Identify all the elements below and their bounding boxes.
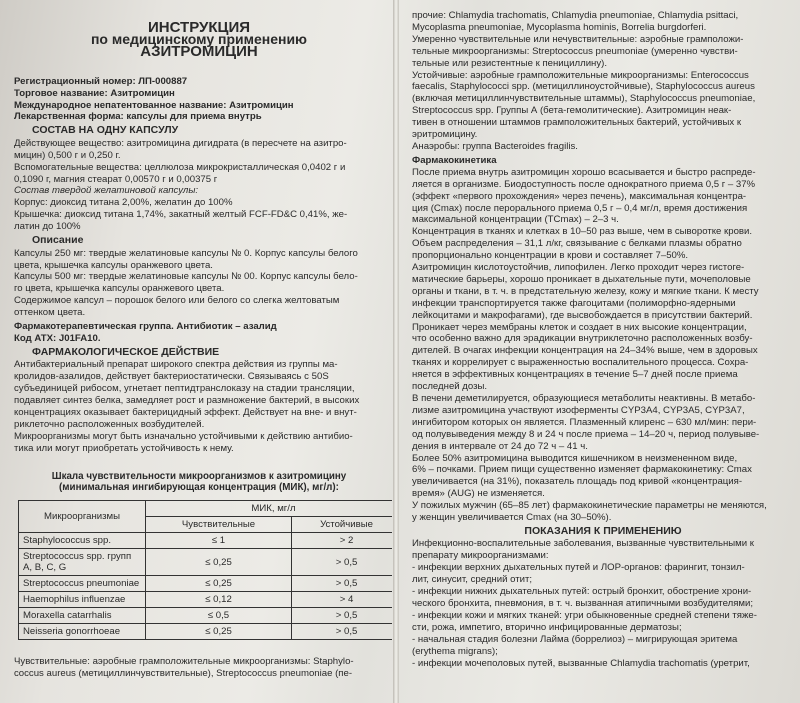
inn: Международное непатентованное название: Азитромицин <box>14 99 294 111</box>
description-line: оттенком цвета. <box>14 307 86 319</box>
pk-line: Азитромицин кислотоустойчив, липофилен. Легко проходит через гистоге- <box>412 262 745 274</box>
reg-number: Регистрационный номер: ЛП-000887 <box>14 75 188 87</box>
trade-name: Торговое название: Азитромицин <box>14 87 175 99</box>
composition-line: Действующее вещество: азитромицина дигидрата (в пересчете на азитро- <box>14 137 347 149</box>
organisms-line: тельные или резистентные к пенициллину). <box>412 57 608 69</box>
composition-line: Состав твердой желатиновой капсулы: <box>14 185 199 197</box>
composition-line: 0,1090 г, магния стеарат 0,00570 г и 0,00375 г <box>14 173 218 185</box>
description-heading: Описание <box>32 234 84 247</box>
description-line: го цвета, крышечка капсулы оранжевого цвета. <box>14 283 225 295</box>
indications-line: сти, рожа, импетиго, вторично инфицированные дерматозы; <box>412 621 682 633</box>
indications-line: - инфекции верхних дыхательных путей и ЛОР-органов: фарингит, тонзил- <box>412 562 745 574</box>
pk-line: органы и ткани, в т. ч. в предстательную железу, кожу и мягкие ткани. К месту <box>412 285 759 297</box>
action-line: риклеточно расположенных возбудителей. <box>14 418 205 430</box>
pk-line: няется в эффективных концентрациях в течение 5–7 дней после приема <box>412 369 738 381</box>
pk-line: лизме азитромицина участвуют изоферменты CYP3A4, CYP3A5, CYP3A7, <box>412 404 745 416</box>
indications-line: - инфекции кожи и мягких тканей: угри обыкновенные средней степени тяже- <box>412 609 757 621</box>
pk-line: (эффект «первого прохождения» через печень), максимальная концентра- <box>412 190 747 202</box>
action-line: концентрациях оказывает бактерицидный эффект. Действует на вне- и внут- <box>14 406 357 418</box>
indications-line: - начальная стадия болезни Лайма (боррелиоз) – мигрирующая эритема <box>412 633 738 645</box>
organisms-line: Устойчивые: аэробные грамположительные микроорганизмы: Enterococcus <box>412 69 749 81</box>
table-row <box>19 576 393 592</box>
pk-line: Проникает через мембраны клеток и создает в них высокие концентрации, <box>412 321 747 333</box>
indications-line: - инфекции нижних дыхательных путей: острый бронхит, обострение хрони- <box>412 586 752 598</box>
pk-line: 6% – почками. Прием пищи существенно изменяет фармакокинетику: Cmax <box>412 464 752 476</box>
pk-line: что особенно важно для эрадикации внутриклеточно расположенных возбу- <box>412 333 753 345</box>
action-line: Микроорганизмы могут быть изначально устойчивыми к действию антибио- <box>14 430 353 442</box>
cell-sensitive: ≤ 0,5 <box>146 608 292 624</box>
table-title: Шкала чувствительности микроорганизмов к азитромицину <box>51 470 347 482</box>
drug-name-title: АЗИТРОМИЦИН <box>140 42 258 60</box>
cell-resistant: > 2 <box>292 533 392 549</box>
cell-organism: Neisseria gonorrhoeae <box>19 624 146 640</box>
composition-line: Корпус: диоксид титана 2,00%, желатин до 100% <box>14 197 233 209</box>
col-mic: МИК, мг/л <box>146 501 393 517</box>
composition-line: Крышечка: диоксид титана 1,74%, закатный желтый FCF-FD&C 0,41%, же- <box>14 209 348 221</box>
indications-line: препарату микроорганизмами: <box>412 550 549 562</box>
pk-line: Объем распределения – 31,1 л/кг, связывание с белками плазмы обратно <box>412 238 742 250</box>
action-line: Антибактериальный препарат широкого спектра действия из группы ма- <box>14 359 338 371</box>
indications-line: (erythema migrans); <box>412 645 498 657</box>
organisms-line: тивен в отношении штаммов грамположительных бактерий, устойчивых к <box>412 117 742 129</box>
composition-heading: СОСТАВ НА ОДНУ КАПСУЛУ <box>32 124 179 137</box>
indications-line: лит, синусит, средний отит; <box>412 574 533 586</box>
indications-line: - инфекции мочеполовых путей, вызванные Chlamydia trachomatis (уретрит, <box>412 657 750 669</box>
cell-resistant: > 0,5 <box>292 576 392 592</box>
table-row <box>19 533 393 549</box>
pk-line: В печени деметилируется, образующиеся метаболиты неактивны. В метабо- <box>412 393 756 404</box>
pk-line: дения в интервале от 24 до 72 ч – 41 ч. <box>412 440 588 452</box>
sensitivity-table <box>18 500 392 640</box>
table-header-row <box>19 501 393 517</box>
col-sensitive: Чувствительные <box>146 517 292 533</box>
cell-resistant: > 4 <box>292 592 392 608</box>
organisms-line: тельные микроорганизмы: Streptococcus pneumoniae (умеренно чувстви- <box>412 45 738 57</box>
organisms-line: Умеренно чувствительные или нечувствительные: аэробные грамположи- <box>412 33 744 45</box>
page-fold <box>393 0 399 703</box>
organisms-line: faecalis, Staphylococci spp. (метициллиноустойчивые), Staphylococcus aureus <box>412 81 755 93</box>
cell-resistant: > 0,5 <box>292 549 392 576</box>
cell-organism: Streptococcus pneumoniae <box>19 576 146 592</box>
pk-line: время» (AUG) не изменяется. <box>412 488 545 500</box>
pk-line: дителей. В очагах инфекции концентрация на 24–34% выше, чем в здоровых <box>412 345 758 357</box>
cell-resistant: > 0,5 <box>292 608 392 624</box>
doc-subtitle: по медицинскому применению <box>90 30 308 47</box>
table-row <box>19 549 393 576</box>
pk-line: тканях и коррелирует с выраженностью воспалительного процесса. Сохра- <box>412 357 749 369</box>
action-line: тика или могут приобретать устойчивость к нему. <box>14 442 234 454</box>
cell-organism: Moraxella catarrhalis <box>19 608 146 624</box>
composition-line: латин до 100% <box>14 221 81 233</box>
sensitive-organisms-line: Чувствительные: аэробные грамположительные микроорганизмы: Staphylo- <box>14 656 354 668</box>
indications-line: ческого бронхита, пневмония, в т. ч. вызванная атипичными возбудителями; <box>412 598 754 609</box>
pk-line: ляется в организме. Биодоступность после однократного приема 0,5 г – 37% <box>412 178 756 190</box>
organisms-line: эритромицину. <box>412 129 478 141</box>
organisms-line: Streptococcus spp. Группы А (бета-гемолитические). Азитромицин неак- <box>412 105 732 117</box>
pk-line: Более 50% азитромицина выводится кишечником в неизмененном виде, <box>412 452 738 464</box>
pk-line: Концентрация в тканях и клетках в 10–50 раз выше, чем в сыворотке крови. <box>412 226 753 238</box>
action-line: кролидов-азалидов, действует бактериостатически. Связываясь с 50S <box>14 371 329 383</box>
left-column <box>0 0 392 703</box>
pk-line: ция (Cmax) после перорального приема 0,5 г – 0,4 мг/л, время достижения <box>412 202 748 214</box>
cell-sensitive: ≤ 0,25 <box>146 624 292 640</box>
col-resistant: Устойчивые <box>292 517 392 533</box>
organisms-line: прочие: Chlamydia trachomatis, Chlamydia pneumoniae, Chlamydia psittaci, <box>412 10 739 21</box>
doc-title: ИНСТРУКЦИЯ <box>147 19 251 36</box>
description-line: Содержимое капсул – порошок белого или белого со слегка желтоватым <box>14 295 340 307</box>
dosage-form: Лекарственная форма: капсулы для приема внутрь <box>14 111 262 123</box>
cell-sensitive: ≤ 0,25 <box>146 576 292 592</box>
cell-sensitive: ≤ 0,12 <box>146 592 292 608</box>
table-subtitle: (минимальная ингибирующая концентрация (МИК), мг/л): <box>59 482 339 494</box>
composition-line: мицин) 0,500 г и 0,250 г. <box>14 149 121 161</box>
cell-organism: Streptococcus spp. групп А, В, С, G <box>19 549 146 576</box>
pk-line: у женщин увеличивается Cmax (на 30–50%). <box>412 512 612 524</box>
table-row <box>19 624 393 640</box>
table-row <box>19 608 393 624</box>
indications-heading: ПОКАЗАНИЯ К ПРИМЕНЕНИЮ <box>524 524 682 537</box>
action-line: подавляет синтез белка, замедляет рост и размножение бактерий, в высоких <box>14 395 360 407</box>
description-line: цвета, крышечка капсулы оранжевого цвета. <box>14 259 213 271</box>
pk-line: пропорционально концентрации в крови и составляет 7–50%. <box>412 250 689 262</box>
pk-line: У пожилых мужчин (65–85 лет) фармакокинетические параметры не меняются, <box>412 500 767 512</box>
pk-line: последней дозы. <box>412 381 488 393</box>
table-row <box>19 592 393 608</box>
indications-line: Инфекционно-воспалительные заболевания, вызванные чувствительными к <box>412 538 754 550</box>
pk-line: увеличивается (на 31%), показатель площадь под кривой «концентрация- <box>412 476 743 488</box>
atx-code: Код АТХ: J01FA10. <box>14 332 101 344</box>
description-line: Капсулы 250 мг: твердые желатиновые капсулы № 0. Корпус капсулы белого <box>14 247 358 259</box>
pk-line: После приема внутрь азитромицин хорошо всасывается и быстро распреде- <box>412 166 756 178</box>
composition-line: Вспомогательные вещества: целлюлоза микрокристаллическая 0,0402 г и <box>14 161 346 173</box>
description-line: Капсулы 500 мг: твердые желатиновые капсулы № 00. Корпус капсулы бело- <box>14 271 358 283</box>
pk-line: лейкоцитами и макрофагами), где высвобождается в присутствии бактерий. <box>412 309 753 321</box>
organisms-line: (включая метициллинчувствительные штаммы), Staphylococcus pneumoniae, <box>412 93 756 105</box>
col-microorganisms: Микроорганизмы <box>19 501 146 533</box>
organisms-line: Анаэробы: группа Bacteroides fragilis. <box>412 140 578 152</box>
action-line: субъединицей рибосом, угнетает пептидтранслоказу на стадии трансляции, <box>14 383 355 395</box>
pk-line: од полувыведения между 8 и 24 ч после приема – 14–20 ч, период полувыве- <box>412 428 760 440</box>
pk-line: ингибитором которых он является. Плазменный клиренс – 630 мл/мин: пери- <box>412 416 757 428</box>
organisms-line: Mycoplasma pneumoniae, Mycoplasma hominis, Borrelia burgdorferi. <box>412 21 707 33</box>
pk-line: максимальной концентрации (TCmax) – 2–3 ч. <box>412 214 619 226</box>
sensitive-organisms-line: coccus aureus (метициллинчувствительные), Streptococcus pneumoniae (пе- <box>14 668 353 680</box>
cell-resistant: > 0,5 <box>292 624 392 640</box>
pharm-group: Фармакотерапевтическая группа. Антибиотик – азалид <box>14 321 277 333</box>
cell-organism: Haemophilus influenzae <box>19 592 146 608</box>
action-heading: ФАРМАКОЛОГИЧЕСКОЕ ДЕЙСТВИЕ <box>32 345 220 358</box>
pk-heading: Фармакокинетика <box>412 154 497 166</box>
pk-line: инфекции транспортируется также фагоцитами (полиморфно-ядерными <box>412 297 736 309</box>
cell-sensitive: ≤ 1 <box>146 533 292 549</box>
cell-organism: Staphylococcus spp. <box>19 533 146 549</box>
cell-sensitive: ≤ 0,25 <box>146 549 292 576</box>
pk-line: матические барьеры, хорошо проникает в дыхательные пути, мочеполовые <box>412 273 751 285</box>
right-column <box>400 0 800 703</box>
